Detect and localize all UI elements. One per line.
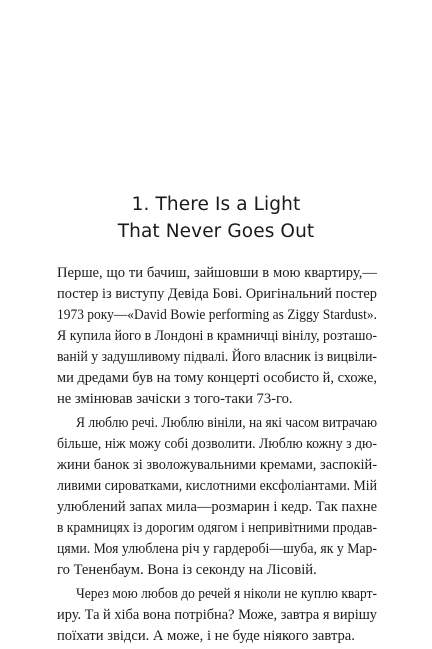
paragraph-2-line-6: в крамницях із дорогим одягом і непривітними продав- [57, 520, 377, 536]
paragraph-1-line-6: ми дредами був на тому концерті особисто й, схоже, [57, 370, 377, 386]
paragraph-2-line-5: улюблений запах мила—розмарин і кедр. Так пахне [57, 499, 377, 515]
paragraph-1-line-4: Я купила його в Лондоні в крамничці вінілу, розташо- [57, 328, 377, 344]
paragraph-2-line-2: більше, ніж можу собі дозволити. Люблю кожну з дю- [57, 436, 377, 452]
paragraph-2-line-8: го Тененбаум. Вона із секонду на Лісовій. [57, 562, 317, 578]
paragraph-1-line-7: не змінював зачіски з того-таки 73-го. [57, 391, 293, 407]
paragraph-2-line-1: Я люблю речі. Люблю вініли, на які часом витрачаю [76, 415, 377, 431]
paragraph-3-line-2: иру. Та й хіба вона потрібна? Може, завтра я вирішу [57, 607, 377, 623]
paragraph-2-line-7: цями. Моя улюблена річ у гардеробі—шуба, як у Мар- [57, 541, 377, 557]
paragraph-1-line-2: постер із виступу Девіда Бові. Оригінальний постер [57, 286, 377, 302]
paragraph-3-line-1: Через мою любов до речей я ніколи не куплю кварт- [76, 586, 377, 602]
chapter-title-line-2: That Never Goes Out [117, 221, 315, 242]
paragraph-3-line-3: поїхати звідси. А може, і не буде ніякого завтра. [57, 628, 355, 644]
paragraph-1-line-5: ваній у задушливому підвалі. Його власник із вицвіли- [57, 349, 377, 365]
paragraph-2-line-3: жини банок зі зволожувальними кремами, заспокій- [57, 457, 377, 473]
paragraph-1-line-1: Перше, що ти бачиш, зайшовши в мою квартиру,— [57, 265, 377, 281]
paragraph-2-line-4: ливими сироватками, кислотними ексфоліантами. Мій [57, 478, 377, 494]
chapter-title-line-1: 1. There Is a Light [131, 194, 301, 215]
paragraph-1-line-3: 1973 року—«David Bowie performing as Ziggy Stardust». [57, 307, 377, 323]
